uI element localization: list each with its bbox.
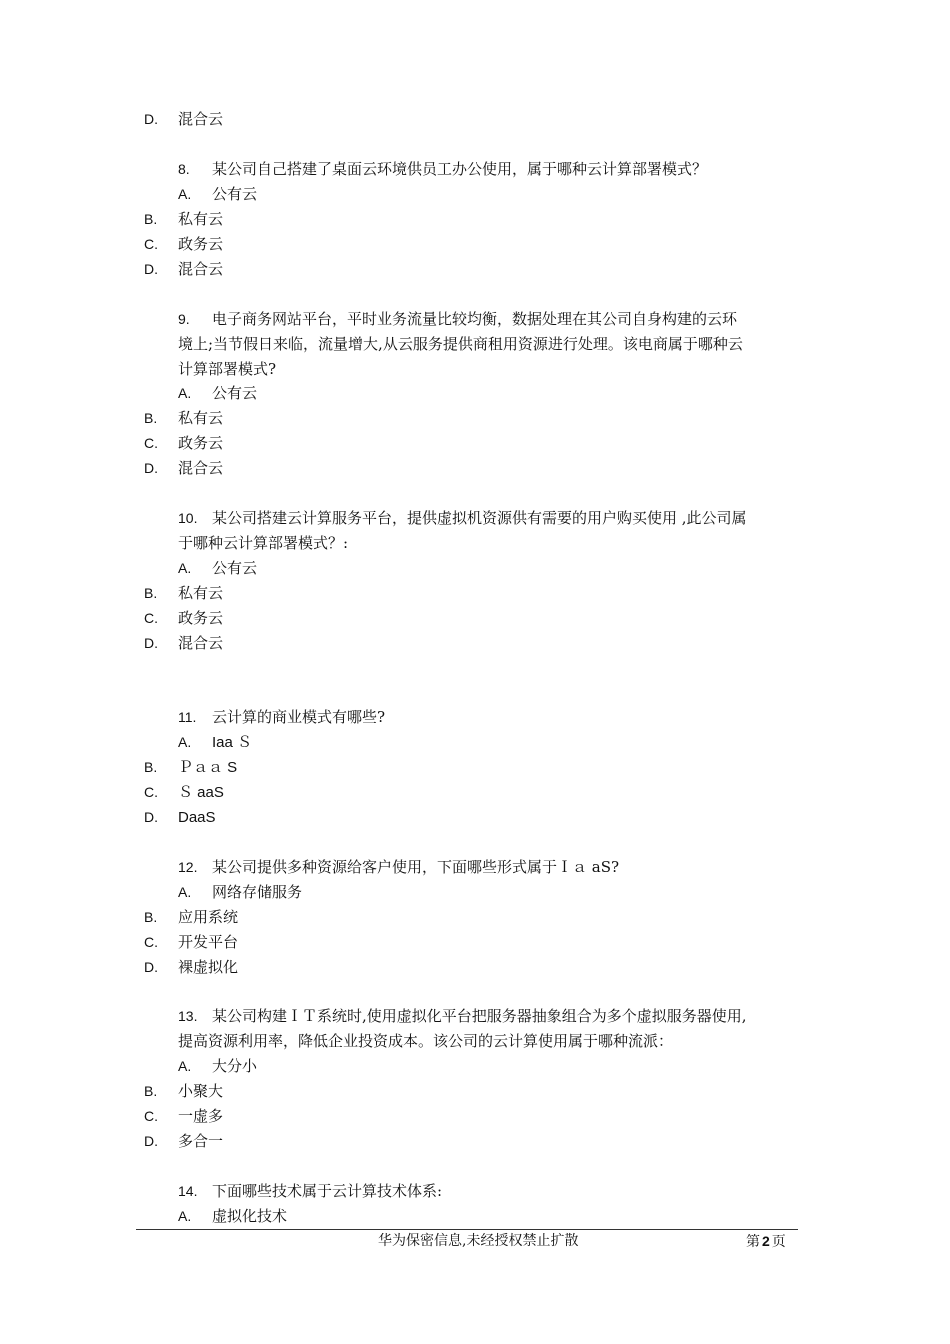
q8-option-c [144, 234, 223, 254]
q12-option-d [144, 957, 238, 977]
option-label: A. [178, 734, 192, 750]
q8-question [178, 159, 707, 179]
option-text: 私有云 [178, 210, 224, 228]
footer-page-number [746, 1232, 786, 1251]
option-text: Ｐａａ S [178, 759, 238, 776]
option-text: 网络存储服务 [212, 883, 303, 901]
q9-question-line-2: 境上;当节假日来临，流量增大,从云服务提供商租用资源进行处理。该电商属于哪种云 [178, 335, 743, 353]
question-text: 下面哪些技术属于云计算技术体系: [212, 1182, 443, 1200]
page-prefix: 第 [746, 1234, 760, 1250]
q9-option-c [144, 433, 223, 453]
q9-option-d [144, 458, 223, 478]
option-label: A. [178, 884, 192, 900]
q9-option-b [144, 408, 223, 428]
option-label: C. [144, 236, 158, 252]
option-text: 大分小 [212, 1057, 258, 1075]
q11-option-b [144, 757, 237, 778]
q13-option-a [178, 1056, 257, 1076]
option-label: D. [144, 111, 158, 127]
option-text: 私有云 [178, 584, 224, 602]
page-num: 2 [762, 1233, 770, 1249]
option-label: D. [144, 460, 158, 476]
option-text: 政务云 [178, 609, 224, 627]
q10-question [178, 508, 747, 528]
question-number: 14. [178, 1183, 198, 1199]
q8-option-b [144, 209, 223, 229]
option-text: 裸虚拟化 [178, 958, 239, 976]
question-number: 8. [178, 161, 190, 177]
q10-option-a [178, 558, 257, 578]
option-label: A. [178, 385, 192, 401]
option-text: 一虚多 [178, 1107, 224, 1125]
option-text: 公有云 [212, 185, 258, 203]
q13-option-b [144, 1081, 223, 1101]
option-text: 政务云 [178, 434, 224, 452]
option-label: B. [144, 211, 158, 227]
option-label: A. [178, 1058, 192, 1074]
q9-option-a [178, 383, 257, 403]
question-text-line-1: 某公司搭建云计算服务平台，提供虚拟机资源供有需要的用户购买使用 ,此公司属 [212, 509, 747, 527]
option-text: 混合云 [178, 260, 224, 278]
option-label: D. [144, 261, 158, 277]
option-label: C. [144, 784, 158, 800]
q7-option-d [144, 109, 223, 129]
option-text: 多合一 [178, 1132, 224, 1150]
option-text: 混合云 [178, 110, 224, 128]
question-number: 10. [178, 510, 198, 526]
option-label: D. [144, 809, 158, 825]
q13-option-c [144, 1106, 223, 1126]
option-label: D. [144, 1133, 158, 1149]
question-text-line-1: 电子商务网站平台，平时业务流量比较均衡，数据处理在其公司自身构建的云环 [212, 310, 738, 328]
option-label: C. [144, 610, 158, 626]
q9-question [178, 309, 737, 329]
option-label: B. [144, 410, 158, 426]
q8-option-a [178, 184, 257, 204]
question-number: 12. [178, 859, 198, 875]
q13-question [178, 1006, 747, 1026]
option-label: A. [178, 1208, 192, 1224]
q9-question-line-3: 计算部署模式? [178, 360, 277, 378]
question-text: 云计算的商业模式有哪些? [212, 708, 386, 726]
q12-option-a [178, 882, 302, 902]
q13-question-line-2: 提高资源利用率，降低企业投资成本。该公司的云计算使用属于哪种流派： [178, 1032, 674, 1050]
option-text: 公有云 [212, 384, 258, 402]
option-text: 混合云 [178, 634, 224, 652]
option-label: B. [144, 585, 158, 601]
q12-question [178, 857, 619, 877]
footer-divider [136, 1229, 798, 1230]
q14-question [178, 1181, 442, 1201]
option-text: 虚拟化技术 [212, 1207, 288, 1225]
question-text: 某公司自己搭建了桌面云环境供员工办公使用，属于哪种云计算部署模式？ [212, 160, 708, 178]
question-number: 13. [178, 1008, 198, 1024]
option-text: 公有云 [212, 559, 258, 577]
q11-option-d [144, 807, 216, 828]
question-text-line-1: 某公司构建ＩＴ系统时,使用虚拟化平台把服务器抽象组合为多个虚拟服务器使用, [212, 1007, 747, 1025]
q10-option-d [144, 633, 223, 653]
option-label: B. [144, 909, 158, 925]
option-label: A. [178, 560, 192, 576]
option-text: 私有云 [178, 409, 224, 427]
option-label: B. [144, 1083, 158, 1099]
option-label: A. [178, 186, 192, 202]
option-text: 政务云 [178, 235, 224, 253]
option-text: 开发平台 [178, 933, 239, 951]
option-text: Ｓ aaS [178, 784, 224, 801]
option-text: 混合云 [178, 459, 224, 477]
q12-option-b [144, 907, 238, 927]
option-label: D. [144, 959, 158, 975]
q11-option-a [178, 732, 252, 753]
question-number: 11. [178, 709, 197, 725]
q11-question [178, 707, 385, 727]
page-suffix: 页 [771, 1234, 786, 1250]
option-label: C. [144, 934, 158, 950]
option-label: C. [144, 1108, 158, 1124]
footer-confidentiality-notice: 华为保密信息,未经授权禁止扩散 [378, 1233, 579, 1249]
q11-option-c [144, 782, 224, 803]
q12-option-c [144, 932, 238, 952]
q10-option-b [144, 583, 223, 603]
option-text: 小聚大 [178, 1082, 224, 1100]
q8-option-d [144, 259, 223, 279]
option-text: Iaa Ｓ [212, 734, 253, 751]
option-label: D. [144, 635, 158, 651]
q10-option-c [144, 608, 223, 628]
question-number: 9. [178, 311, 190, 327]
q14-option-a [178, 1206, 287, 1226]
option-label: C. [144, 435, 158, 451]
option-label: B. [144, 759, 158, 775]
q13-option-d [144, 1131, 223, 1151]
q10-question-line-2: 于哪种云计算部署模式？: [178, 534, 349, 552]
question-text: 某公司提供多种资源给客户使用，下面哪些形式属于Ｉａ aS? [212, 858, 620, 876]
option-text: DaaS [178, 809, 216, 826]
option-text: 应用系统 [178, 908, 239, 926]
